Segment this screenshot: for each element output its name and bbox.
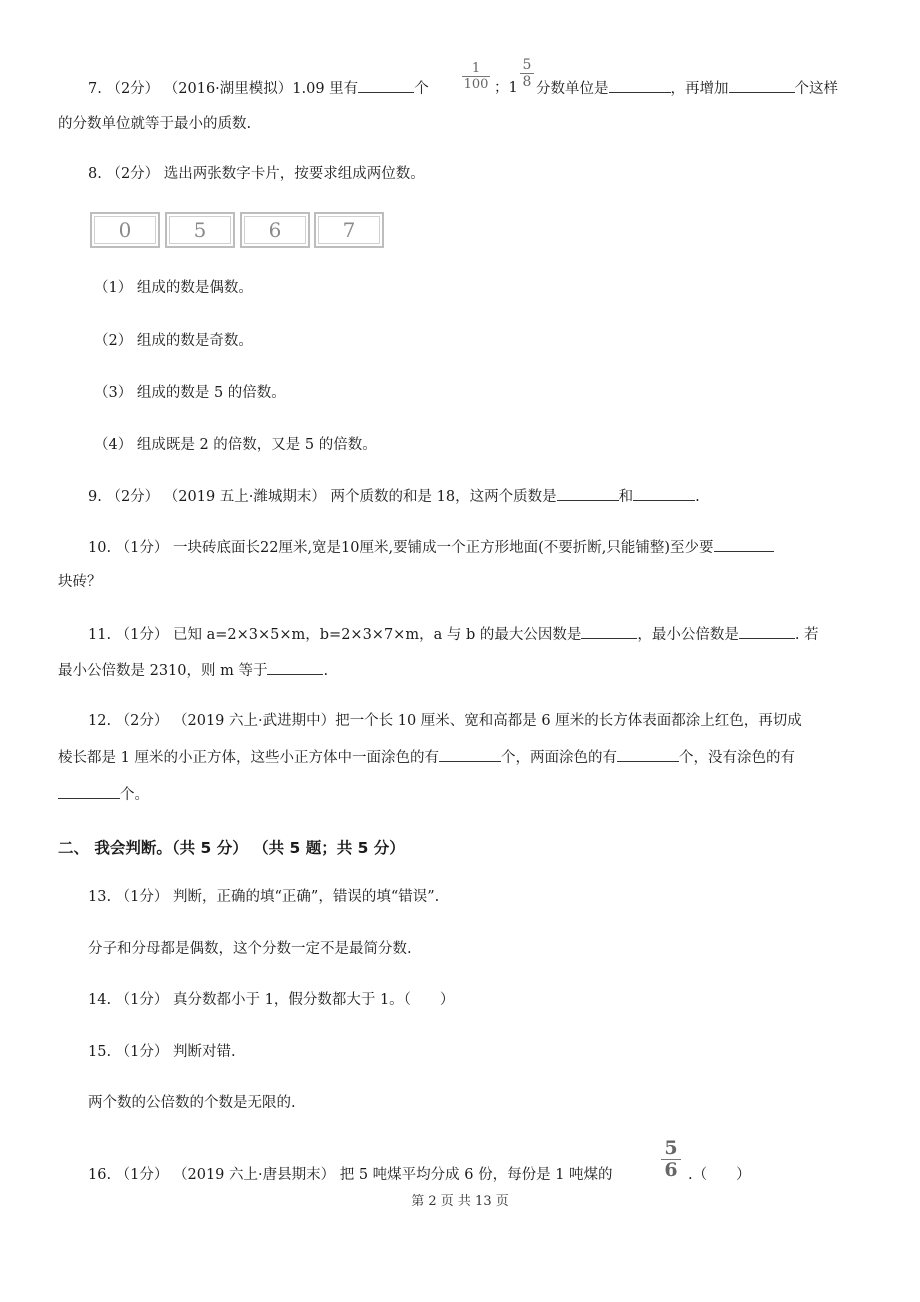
fraction-numerator: 5: [522, 57, 532, 73]
page-footer: 第 2 页 共 13 页: [411, 1194, 509, 1209]
q16-text-b: .（ ）: [688, 1167, 751, 1183]
question-12: 12. （2分） （2019 六上·武进期中）把一个长 10 厘米、宽和高都是 6 厘米的长方体表面都涂上红色，再切成: [88, 713, 802, 729]
q7-text-b: 个: [414, 81, 429, 97]
q10-line2: 块砖？: [58, 574, 102, 590]
q7-text-d: 分数单位是: [536, 81, 609, 97]
q8-sub-3: （3） 组成的数是 5 的倍数。: [94, 385, 286, 401]
fraction-5-6: [661, 1139, 681, 1180]
q9-text-b: 和: [618, 489, 634, 505]
q11-text-b: ，最小公倍数是: [637, 627, 739, 643]
q8-sub-1: （1） 组成的数是偶数。: [94, 280, 253, 296]
fraction-numerator: 5: [664, 1137, 678, 1159]
q7-text-c: ；1: [494, 80, 518, 96]
q12-line2: [58, 747, 795, 768]
answer-blank[interactable]: [358, 78, 414, 93]
digit-card-5[interactable]: 5: [165, 212, 235, 248]
q7-text-e: ，再增加: [670, 81, 729, 97]
q10-text-a: 10. （1分） 一块砖底面长22厘米,宽是10厘米,要铺成一个正方形地面(不要折断,只能铺整)至少要: [88, 540, 714, 556]
answer-blank[interactable]: [581, 624, 637, 639]
question-7: [88, 78, 429, 99]
question-7-cont2: [536, 78, 838, 99]
question-8: 8. （2分） 选出两张数字卡片，按要求组成两位数。: [88, 166, 425, 182]
question-15: 15. （1分） 判断对错.: [88, 1044, 236, 1060]
answer-blank[interactable]: [729, 78, 795, 93]
question-10: [88, 537, 774, 558]
answer-blank[interactable]: [617, 747, 679, 762]
q8-sub-4: （4） 组成既是 2 的倍数，又是 5 的倍数。: [94, 437, 377, 453]
question-9: [88, 486, 700, 507]
answer-blank[interactable]: [58, 784, 120, 799]
question-7-cont: [494, 78, 518, 98]
fraction-denominator: 6: [664, 1159, 678, 1181]
q13-body: 分子和分母都是偶数，这个分数一定不是最简分数.: [88, 941, 412, 957]
answer-blank[interactable]: [739, 624, 795, 639]
answer-blank[interactable]: [609, 78, 671, 93]
answer-blank[interactable]: [267, 660, 323, 675]
fraction-denominator: 100: [463, 77, 489, 92]
q8-sub-2: （2） 组成的数是奇数。: [94, 333, 253, 349]
q12-text-c: 个，没有涂色的有: [678, 750, 795, 766]
question-16: 16. （1分） （2019 六上·唐县期末） 把 5 吨煤平均分成 6 份，每份是 1 吨煤的: [88, 1167, 613, 1183]
digit-card-7[interactable]: 7: [314, 212, 384, 248]
question-14: 14. （1分） 真分数都小于 1，假分数都大于 1。（ ）: [88, 992, 455, 1008]
q11-text-c: . 若: [794, 627, 819, 643]
q7-line2: 的分数单位就等于最小的质数.: [58, 116, 252, 132]
fraction-denominator: 8: [522, 74, 532, 90]
q11-text-e: .: [323, 663, 329, 679]
q12-text-a: 棱长都是 1 厘米的小正方体，这些小正方体中一面涂色的有: [58, 750, 439, 766]
q12-text-d: 个。: [120, 787, 149, 803]
digit-card-6[interactable]: 6: [240, 212, 310, 248]
fraction-1-100: [462, 62, 490, 91]
question-13: 13. （1分） 判断，正确的填“正确”，错误的填“错误”.: [88, 889, 440, 905]
q12-text-b: 个，两面涂色的有: [500, 750, 617, 766]
digit-card-0[interactable]: 0: [90, 212, 160, 248]
answer-blank[interactable]: [714, 537, 774, 552]
section-heading-2: 二、 我会判断。（共 5 分） （共 5 题；共 5 分）: [58, 839, 405, 857]
q9-text-c: .: [695, 489, 700, 505]
fraction-5-8: [520, 58, 534, 89]
q7-text-a: 7. （2分） （2016·湖里模拟）1.09 里有: [88, 81, 359, 97]
question-11: [88, 624, 819, 645]
q11-line2: [58, 660, 328, 681]
q12-line3: [58, 784, 149, 805]
answer-blank[interactable]: [633, 486, 695, 501]
q15-body: 两个数的公倍数的个数是无限的.: [88, 1095, 296, 1111]
q9-text-a: 9. （2分） （2019 五上·潍城期末） 两个质数的和是 18，这两个质数是: [88, 489, 557, 505]
fraction-numerator: 1: [471, 61, 481, 76]
q11-text-a: 11. （1分） 已知 a=2×3×5×m，b=2×3×7×m，a 与 b 的最大公因数是: [88, 627, 582, 643]
answer-blank[interactable]: [557, 486, 619, 501]
q7-text-f: 个这样: [794, 81, 838, 97]
q11-text-d: 最小公倍数是 2310，则 m 等于: [58, 663, 268, 679]
answer-blank[interactable]: [439, 747, 501, 762]
